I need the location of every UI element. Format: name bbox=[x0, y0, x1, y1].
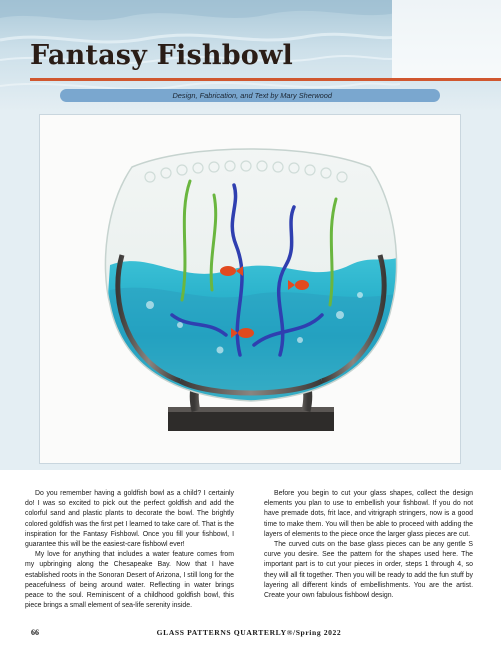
body-paragraph: The curved cuts on the base glass pieces can be any gentle S curve you desire. See the pattern for the shapes used here. The important part is to cut your pieces in order, steps 1 through 4, so they will all fit together. Then you will be ready to add the fun stuff by layering all different kinds of embellishments. You are the artist. Create your own fabulous fishbowl design. bbox=[264, 541, 473, 600]
fishbowl-photo bbox=[39, 114, 461, 464]
page-number: 66 bbox=[31, 628, 39, 637]
fishbowl-illustration bbox=[40, 115, 460, 463]
article-title: Fantasy Fishbowl bbox=[30, 40, 293, 71]
body-paragraph: Do you remember having a goldfish bowl as a child? I certainly do! I was so excited to pick out the perfect goldfish and add the colorful sand and plastic plants to decorate the bowl. The brightly colored goldfish was the first pet I learned to take care of. That is the inspiration for the Fantasy Fishbowl. Once you fill your fishbowl, I guarantee this will be the easiest-care fishbowl ever! bbox=[25, 490, 234, 549]
body-paragraph: My love for anything that includes a water feature comes from my upbringing along the Chesapeake Bay. Now that I have established roots in the Sonoran Desert of Arizona, I still long for the peacefulness of being around water. Reflecting in water brings peace to the soul. Reminiscent of a childhood goldfish bowl, this piece brings a small element of sea-life serenity inside. bbox=[25, 551, 234, 610]
body-column-right bbox=[264, 489, 473, 601]
body-paragraph: Before you begin to cut your glass shapes, collect the design elements you plan to use to embellish your fishbowl. If you do not have premade dots, frit lace, and vitrigraph stringers, now is a good time to make them. You will then be able to proceed with adding the layers of elements to the piece once the larger glass pieces are cut. bbox=[264, 490, 473, 538]
article-credit: Design, Fabrication, and Text by Mary Sherwood bbox=[172, 91, 332, 100]
header-light-panel bbox=[392, 0, 501, 80]
body-column-left bbox=[25, 489, 234, 611]
title-underline bbox=[30, 78, 501, 81]
publication-footer: GLASS PATTERNS QUARTERLY®/Spring 2022 bbox=[156, 628, 342, 637]
